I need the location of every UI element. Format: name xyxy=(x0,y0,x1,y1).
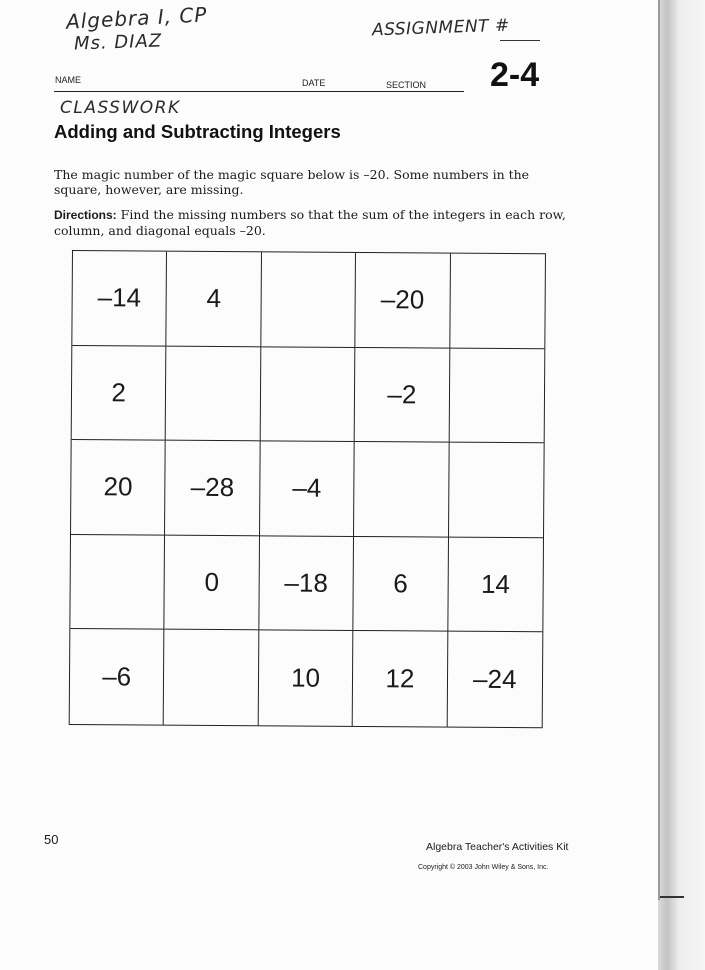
page-title: Adding and Subtracting Integers xyxy=(54,121,341,142)
directions-text: Find the missing numbers so that the sum of the integers in each row, column, and diagonal equals –20. xyxy=(54,207,566,238)
grid-cell-r3-c1: 20 xyxy=(71,440,166,535)
grid-cell-r5-c3: 10 xyxy=(258,631,353,726)
grid-cell-r3-c2: –28 xyxy=(165,441,260,536)
grid-cell-r4-c2: 0 xyxy=(165,535,260,630)
binding-shadow xyxy=(658,0,705,970)
page-edge xyxy=(658,0,660,900)
page-corner-line xyxy=(660,896,684,898)
grid-cell-r5-c2 xyxy=(164,630,259,725)
grid-cell-r1-c1: –14 xyxy=(72,251,167,346)
grid-cell-r2-c2 xyxy=(166,346,261,441)
grid-cell-r3-c3: –4 xyxy=(260,442,355,537)
copyright-notice: Copyright © 2003 John Wiley & Sons, Inc. xyxy=(418,864,549,871)
grid-cell-r1-c2: 4 xyxy=(167,252,262,347)
magic-square xyxy=(69,250,546,728)
grid-cell-r4-c4: 6 xyxy=(354,537,449,632)
directions-label: Directions: xyxy=(54,208,117,222)
date-label: DATE xyxy=(302,78,326,88)
grid-cell-r5-c1: –6 xyxy=(70,629,165,724)
grid-cell-r4-c3: –18 xyxy=(259,536,354,631)
intro-paragraph: The magic number of the magic square below is –20. Some numbers in the square, however, are missing. xyxy=(54,167,530,197)
grid-cell-r2-c4: –2 xyxy=(355,348,450,443)
section-label: SECTION xyxy=(386,80,427,90)
grid-cell-r5-c4: 12 xyxy=(353,631,448,726)
name-line xyxy=(54,91,464,92)
handwritten-teacher: Ms. DIAZ xyxy=(73,30,163,55)
grid-cell-r4-c5: 14 xyxy=(448,537,543,632)
section-number: 2-4 xyxy=(490,56,540,94)
grid-cell-r2-c5 xyxy=(449,348,544,443)
directions-paragraph xyxy=(54,207,574,238)
grid-cell-r5-c5: –24 xyxy=(473,663,517,695)
grid-cell-r1-c5 xyxy=(450,254,545,349)
grid-cell-r1-c3 xyxy=(261,252,356,347)
handwritten-course: Algebra I, CP xyxy=(65,2,208,34)
page-number: 50 xyxy=(44,832,59,847)
grid-cell-r3-c5 xyxy=(449,443,544,538)
assignment-blank-line xyxy=(500,40,540,41)
grid-cell-r2-c3 xyxy=(260,347,355,442)
grid-cell-r2-c1: 2 xyxy=(72,346,167,441)
grid-cell-r3-c4 xyxy=(354,442,449,537)
name-label: NAME xyxy=(55,75,82,85)
grid-cell-r1-c4: –20 xyxy=(356,253,451,348)
book-title: Algebra Teacher's Activities Kit xyxy=(426,841,569,853)
handwritten-assignment: ASSIGNMENT # xyxy=(371,15,510,41)
handwritten-classwork: CLASSWORK xyxy=(60,98,181,118)
grid-cell-r4-c1 xyxy=(70,535,165,630)
